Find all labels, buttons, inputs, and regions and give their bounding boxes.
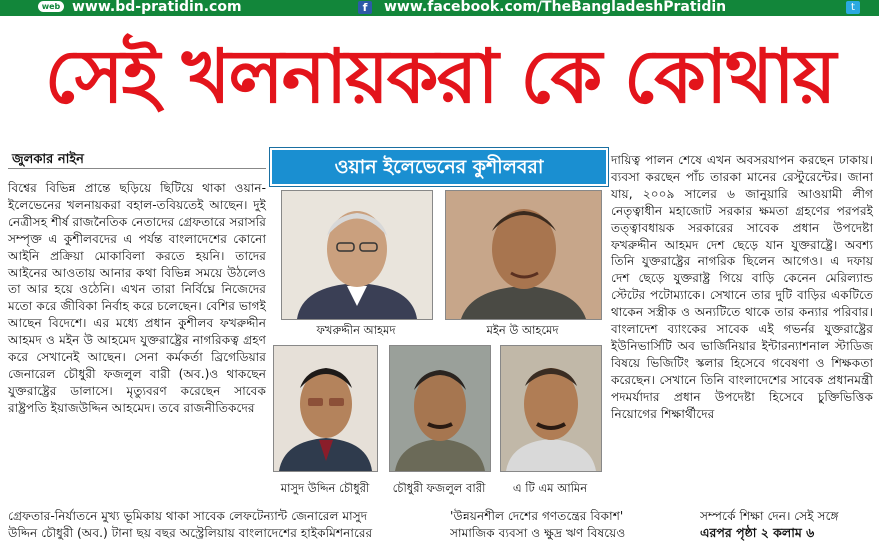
article-right-last-line: সম্পর্কে শিক্ষা দেন। সেই সঙ্গে [700, 509, 839, 523]
person-portrait-icon [390, 346, 490, 471]
article-paragraph: দায়িত্ব পালন শেষে এখন অবসরযাপন করছেন ঢাকায়। ব্যবসা করছেন পাঁচ তারকা মানের রেস্টুরেন্টের। জানা যায়, ২০০৯ সালের ৬ জানুয়ারি আওয়ামী লীগ নেতৃত্বাধীন মহাজোট সরকার ক্ষমতা গ্রহণের পরপরই তত্ত্বাবধায়ক সরকারের সাবেক প্রধান উপদেষ্টা ফখরুদ্দীন আহমদ দেশ ছেড়ে যান যুক্তরাষ্ট্রে। অবশ্য তিনি যুক্তরাষ্ট্রের নাগরিক ছিলেন আগেও। এ দফায় দেশ ছেড়ে যুক্তরাষ্ট্র গিয়ে বাড়ি কেনেন মেরিল্যান্ড স্টেটের পটোম্যাকে। সেখানে তার দুটি বাড়ির একটিতে থাকেন সস্ত্রীক ও অন্যটিতে থাকে তার কন্যার পরিবার। বাংলাদেশ ব্যাংকের সাবেক এই গভর্নর যুক্তরাষ্ট্রের ইউনিভার্সিটি অব ভার্জিনিয়ার ইন্টারন্যাশনাল স্টাডিজ বিষয়ে ভিজিটিং স্কলার হিসেবে গবেষণা ও শিক্ষকতা করেছেন। সেখানে তিনি বাংলাদেশের সাবেক প্রধানমন্ত্রী পদমর্যাদার প্রধান উপদেষ্টা হিসেবে চুক্তিভিত্তিক নিয়োগের শিক্ষার্থীদের [611, 153, 873, 421]
person-portrait-icon [501, 346, 601, 471]
photo-caption: ফখরুদ্দীন আহমদ [316, 323, 396, 337]
person-portrait-icon [446, 191, 601, 319]
top-bar [0, 0, 879, 16]
article-left-column [8, 180, 266, 417]
facebook-icon[interactable]: f [358, 1, 372, 14]
byline: জুলকার নাইন [12, 152, 84, 167]
portrait-photo-fazlul-bari [389, 345, 491, 472]
article-middle-line: সামাজিক ব্যবসা ও ক্ষুদ্র ঋণ বিষয়েও [450, 526, 626, 540]
article-bottom-line: উদ্দিন চৌধুরী (অব.) টানা ছয় বছর অস্ট্রেলিয়ায় বাংলাদেশের হাইকমিশনারের [8, 526, 373, 540]
article-bottom-line: গ্রেফতার-নির্যাতনে মুখ্য ভূমিকায় থাকা সাবেক লেফটেন্যান্ট জেনারেল মাসুদ [8, 509, 368, 523]
portrait-photo-fakhruddin [281, 190, 433, 320]
photo-caption: মাসুদ উদ্দিন চৌধুরী [280, 481, 370, 495]
headline: সেই খলনায়করা কে কোথায় [44, 34, 835, 120]
facebook-link[interactable]: www.facebook.com/TheBangladeshPratidin [384, 0, 727, 15]
article-middle-line: 'উন্নয়নশীল দেশের গণতন্ত্রের বিকাশ' [450, 509, 624, 523]
continued-on-page: এরপর পৃষ্ঠা ২ কলাম ৬ [700, 525, 815, 540]
article-right-column [611, 152, 873, 423]
article-paragraph: বিশ্বের বিভিন্ন প্রান্তে ছড়িয়ে ছিটিয়ে থাকা ওয়ান-ইলেভেনের খলনায়করা বহাল-তবিয়তেই আছেন। দুই নেত্রীসহ শীর্ষ রাজনৈতিক নেতাদের গ্রেফতারে সরাসরি সম্পৃক্ত এ কুশীলবদের এ পর্যন্ত বাংলাদেশের কোনো আইনি প্রক্রিয়া মোকাবিলা করতে হয়নি। তাদের আইনের আওতায় আনার কথা বিভিন্ন সময়ে উঠলেও তা আর হয়ে ওঠেনি। এখন তারা নির্বিঘ্নে নিজেদের মতো করে জীবিকা নির্বাহ করে চলেছেন। বেশির ভাগই আছেন বিদেশে। এর মধ্যে প্রধান কুশীলব ফখরুদ্দীন আহমদ ও মইন উ আহমেদ যুক্তরাষ্ট্রের নাগরিকত্ব গ্রহণ করে সেখানেই আছেন। সেনা কর্মকর্তা ব্রিগেডিয়ার জেনারেল চৌধুরী ফজলুল বারী (অব.)ও থাকছেন যুক্তরাষ্ট্রের ডালাসে। মৃত্যুবরণ করেছেন সাবেক রাষ্ট্রপতি ইয়াজউদ্দিন আহমেদ। তবে রাজনীতিকদের [8, 181, 266, 415]
photo-caption: মইন উ আহমেদ [486, 323, 559, 337]
byline-divider [8, 168, 266, 169]
twitter-icon[interactable]: t [846, 1, 860, 14]
website-link[interactable]: www.bd-pratidin.com [72, 0, 242, 15]
section-banner: ওয়ান ইলেভেনের কুশীলবরা [270, 148, 608, 186]
portrait-photo-moeen [445, 190, 602, 320]
photo-caption: চৌধুরী ফজলুল বারী [392, 481, 486, 495]
photo-caption: এ টি এম আমিন [512, 481, 588, 495]
portrait-photo-masud [273, 345, 378, 472]
person-portrait-icon [282, 191, 432, 319]
portrait-photo-atm-amin [500, 345, 602, 472]
web-badge: web [38, 1, 64, 12]
person-portrait-icon [274, 346, 377, 471]
